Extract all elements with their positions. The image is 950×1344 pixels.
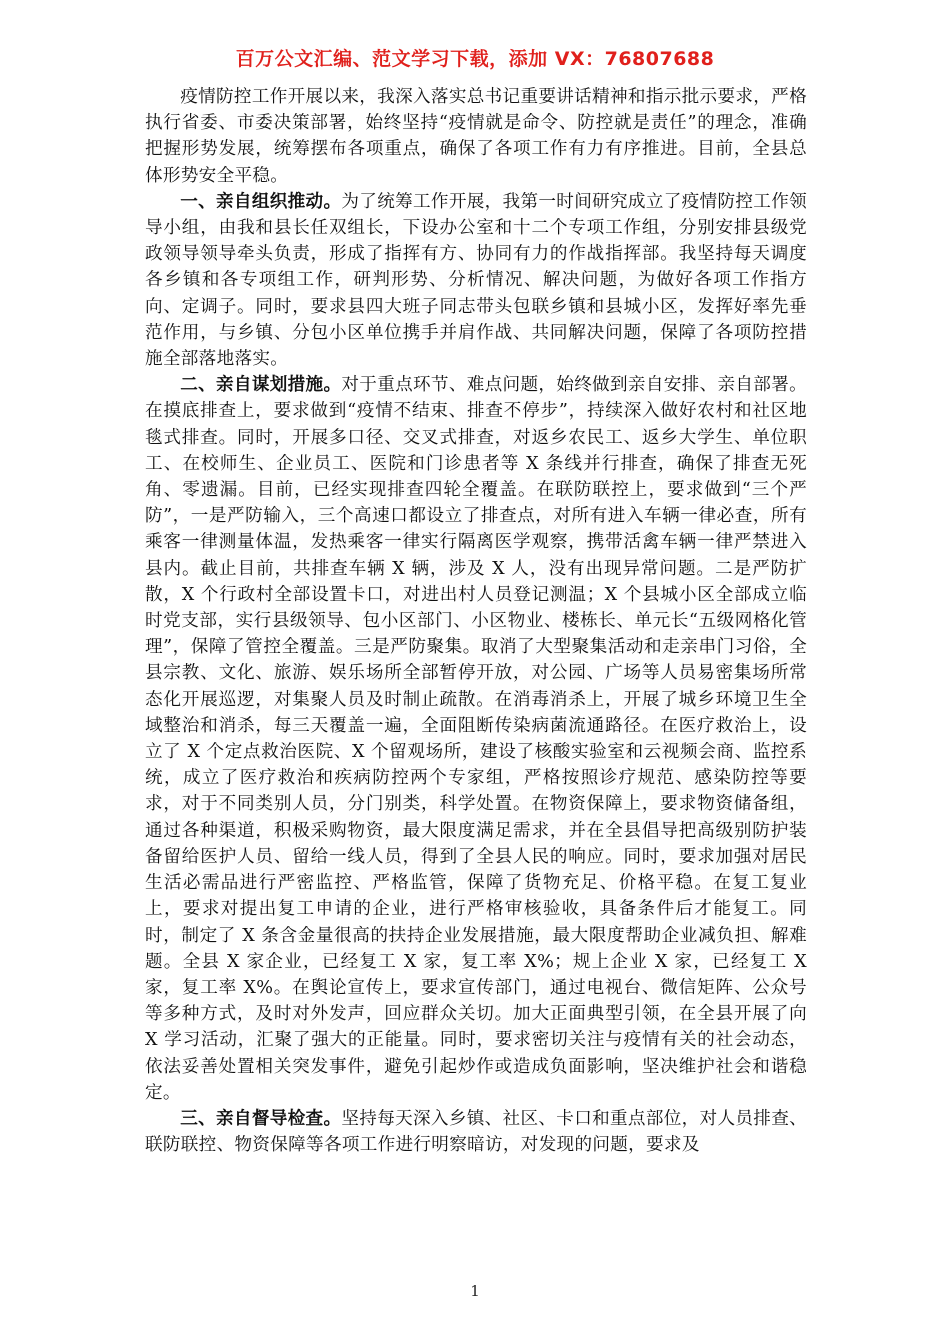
section-paragraph-2	[145, 372, 807, 1106]
section-heading-2: 二、亲自谋划措施。	[180, 374, 342, 396]
section-text-3: 坚持每天深入乡镇、社区、卡口和重点部位，对人员排查、联防联控、物资保障等各项工作进行明察暗访，对发现的问题，要求及	[145, 1108, 807, 1156]
header-banner: 百万公文汇编、范文学习下载，添加 VX：76807688	[235, 48, 715, 70]
section-heading-3: 三、亲自督导检查。	[180, 1107, 342, 1129]
page-number: 1	[470, 1282, 480, 1300]
document-body	[145, 84, 807, 1158]
section-heading-1: 一、亲自组织推动。	[180, 190, 342, 212]
intro-paragraph: 疫情防控工作开展以来，我深入落实总书记重要讲话精神和指示批示要求，严格执行省委、市委决策部署，始终坚持“疫情就是命令、防控就是责任”的理念，准确把握形势发展，统筹摆布各项重点，确保了各项工作有力有序推进。目前，全县总体形势安全平稳。	[145, 87, 807, 186]
section-paragraph-3	[145, 1106, 807, 1158]
section-paragraph-1	[145, 189, 807, 372]
section-text-1: 为了统筹工作开展，我第一时间研究成立了疫情防控工作领导小组，由我和县长任双组长，下设办公室和十二个专项工作组，分别安排县级党政领导领导牵头负责，形成了指挥有方、协同有力的作战指挥部。我坚持每天调度各乡镇和各专项组工作，研判形势、分析情况、解决问题，为做好各项工作指方向、定调子。同时，要求县四大班子同志带头包联乡镇和县城小区，发挥好率先垂范作用，与乡镇、分包小区单位携手并肩作战、共同解决问题，保障了各项防控措施全部落地落实。	[145, 191, 807, 370]
section-text-2: 对于重点环节、难点问题，始终做到亲自安排、亲自部署。在摸底排查上，要求做到“疫情不结束、排查不停步”，持续深入做好农村和社区地毯式排查。同时，开展多口径、交叉式排查，对返乡农民工、返乡大学生、单位职工、在校师生、企业员工、医院和门诊患者等 X 条线并行排查，确保了排查无死角、零遗漏。目前，已经实现排查四轮全覆盖。在联防联控上，要求做到“三个严防”，一是严防输入，三个高速口都设立了排查点，对所有进入车辆一律必查，所有乘客一律测量体温，发热乘客一律实行隔离医学观察，携带活禽车辆一律严禁进入县内。截止目前，共排查车辆 X 辆，涉及 X 人，没有出现异常问题。二是严防扩散，X 个行政村全部设置卡口，对进出村人员登记测温；X 个县城小区全部成立临时党支部，实行县级领导、包小区部门、小区物业、楼栋长、单元长“五级网格化管理”，保障了管控全覆盖。三是严防聚集。取消了大型聚集活动和走亲串门习俗，全县宗教、文化、旅游、娱乐场所全部暂停开放，对公园、广场等人员易密集场所常态化开展巡逻，对集聚人员及时制止疏散。在消毒消杀上，开展了城乡环境卫生全域整治和消杀，每三天覆盖一遍，全面阻断传染病菌流通路径。在医疗救治上，设立了 X 个定点救治医院、X 个留观场所，建设了核酸实验室和云视频会商、监控系统，成立了医疗救治和疾病防控两个专家组，严格按照诊疗规范、感染防控等要求，对于不同类别人员，分门别类，科学处置。在物资保障上，要求物资储备组，通过各种渠道，积极采购物资，最大限度满足需求，并在全县倡导把高级别防护装备留给医护人员、留给一线人员，得到了全县人民的响应。同时，要求加强对居民生活必需品进行严密监控、严格监管，保障了货物充足、价格平稳。在复工复业上，要求对提出复工申请的企业，进行严格审核验收，具备条件后才能复工。同时，制定了 X 条含金量很高的扶持企业发展措施，最大限度帮助企业减负担、解难题。全县 X 家企业，已经复工 X 家，复工率 X%；规上企业 X 家，已经复工 X 家，复工率 X%。在舆论宣传上，要求宣传部门，通过电视台、微信矩阵、公众号等多种方式，及时对外发声，回应群众关切。加大正面典型引领，在全县开展了向 X 学习活动，汇聚了强大的正能量。同时，要求密切关注与疫情有关的社会动态，依法妥善处置相关突发事件，避免引起炒作或造成负面影响，坚决维护社会和谐稳定。	[145, 375, 807, 1103]
